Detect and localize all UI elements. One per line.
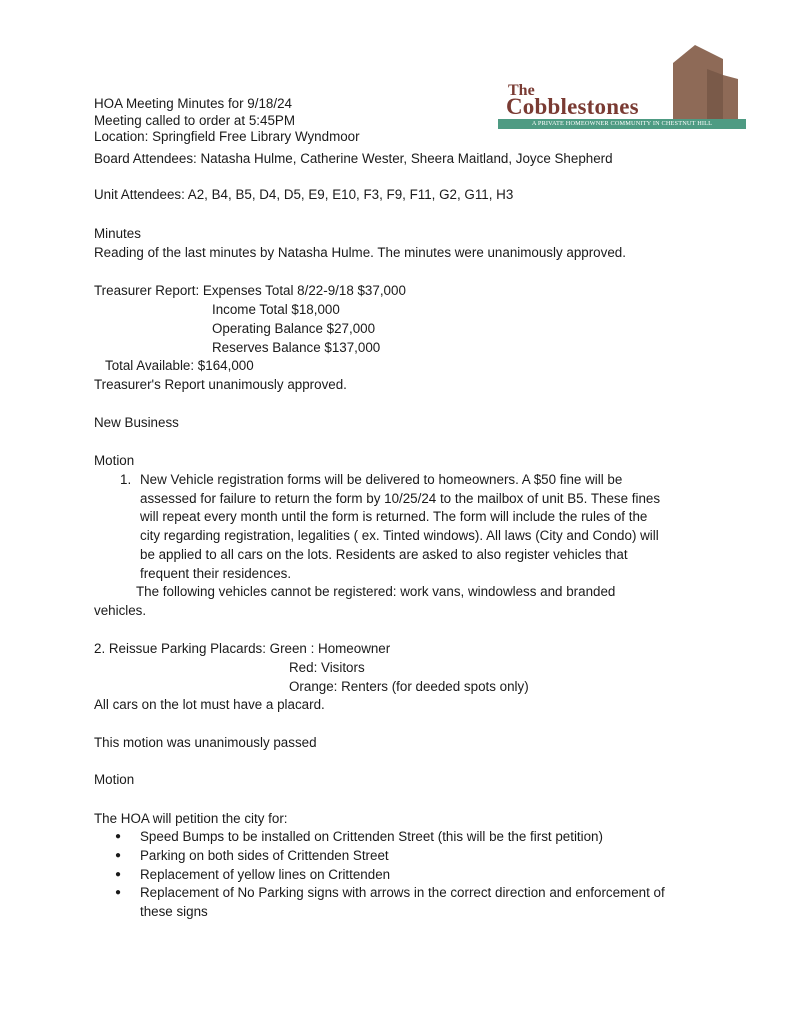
- minutes-heading: Minutes: [94, 226, 141, 241]
- treasurer-expenses: Treasurer Report: Expenses Total 8/22-9/18 $37,000: [94, 283, 406, 298]
- item-1-line: New Vehicle registration forms will be delivered to homeowners. A $50 fine will be: [140, 472, 623, 487]
- logo-name-text: Cobblestones: [506, 94, 639, 119]
- motion-passed: This motion was unanimously passed: [94, 735, 317, 750]
- item-1-line: frequent their residences.: [140, 566, 292, 581]
- new-business-heading: New Business: [94, 415, 179, 430]
- minutes-text: Reading of the last minutes by Natasha Hulme. The minutes were unanimously approved.: [94, 245, 626, 260]
- petition-item: Parking on both sides of Crittenden Street: [140, 848, 389, 863]
- motion-heading-1: Motion: [94, 453, 135, 468]
- petition-intro: The HOA will petition the city for:: [94, 811, 288, 826]
- treasurer-reserves: Reserves Balance $137,000: [212, 340, 381, 355]
- item-1-line: will repeat every month until the form is returned. The form will include the rules of the: [140, 509, 648, 524]
- treasurer-operating: Operating Balance $27,000: [212, 321, 376, 336]
- treasurer-income: Income Total $18,000: [212, 302, 340, 317]
- unit-attendees: Unit Attendees: A2, B4, B5, D4, D5, E9, E10, F3, F9, F11, G2, G11, H3: [94, 187, 514, 202]
- document-title: HOA Meeting Minutes for 9/18/24: [94, 96, 292, 111]
- motion-heading-2: Motion: [94, 772, 135, 787]
- petition-item: Replacement of No Parking signs with arrows in the correct direction and enforcement of: [140, 885, 665, 900]
- board-attendees: Board Attendees: Natasha Hulme, Catherine Wester, Sheera Maitland, Joyce Shepherd: [94, 151, 613, 166]
- petition-item-continuation: these signs: [140, 904, 208, 919]
- placard-rule: All cars on the lot must have a placard.: [94, 697, 325, 712]
- placard-orange: Orange: Renters (for deeded spots only): [289, 679, 529, 694]
- treasurer-total: Total Available: $164,000: [105, 358, 254, 373]
- bullet-icon: ●: [115, 850, 122, 861]
- item-1-line: assessed for failure to return the form by 10/25/24 to the mailbox of unit B5. These fines: [140, 491, 661, 506]
- bullet-icon: ●: [115, 831, 122, 842]
- bullet-icon: ●: [115, 887, 122, 898]
- house-logo-icon: [663, 45, 738, 119]
- item-2-placards: 2. Reissue Parking Placards: Green : Homeowner: [94, 641, 391, 656]
- petition-item: Speed Bumps to be installed on Crittenden Street (this will be the first petition): [140, 829, 603, 844]
- logo-the-text: The: [508, 82, 535, 99]
- placard-red: Red: Visitors: [289, 660, 365, 675]
- item-1-line: be applied to all cars on the lots. Residents are asked to also register vehicles that: [140, 547, 628, 562]
- treasurer-approved: Treasurer's Report unanimously approved.: [94, 377, 347, 392]
- cobblestones-logo: [498, 45, 748, 131]
- exclusions-line: vehicles.: [94, 603, 147, 618]
- called-to-order: Meeting called to order at 5:45PM: [94, 113, 295, 128]
- petition-item: Replacement of yellow lines on Crittenden: [140, 867, 391, 882]
- item-1-number: 1.: [120, 472, 132, 487]
- meeting-location: Location: Springfield Free Library Wyndmoor: [94, 129, 360, 144]
- bullet-icon: ●: [115, 869, 122, 880]
- logo-tagline: A PRIVATE HOMEOWNER COMMUNITY IN CHESTNUT HILL: [498, 119, 746, 129]
- exclusions-line: The following vehicles cannot be registered: work vans, windowless and branded: [136, 584, 616, 599]
- item-1-line: city regarding registration, legalities ( ex. Tinted windows). All laws (City and Condo) will: [140, 528, 659, 543]
